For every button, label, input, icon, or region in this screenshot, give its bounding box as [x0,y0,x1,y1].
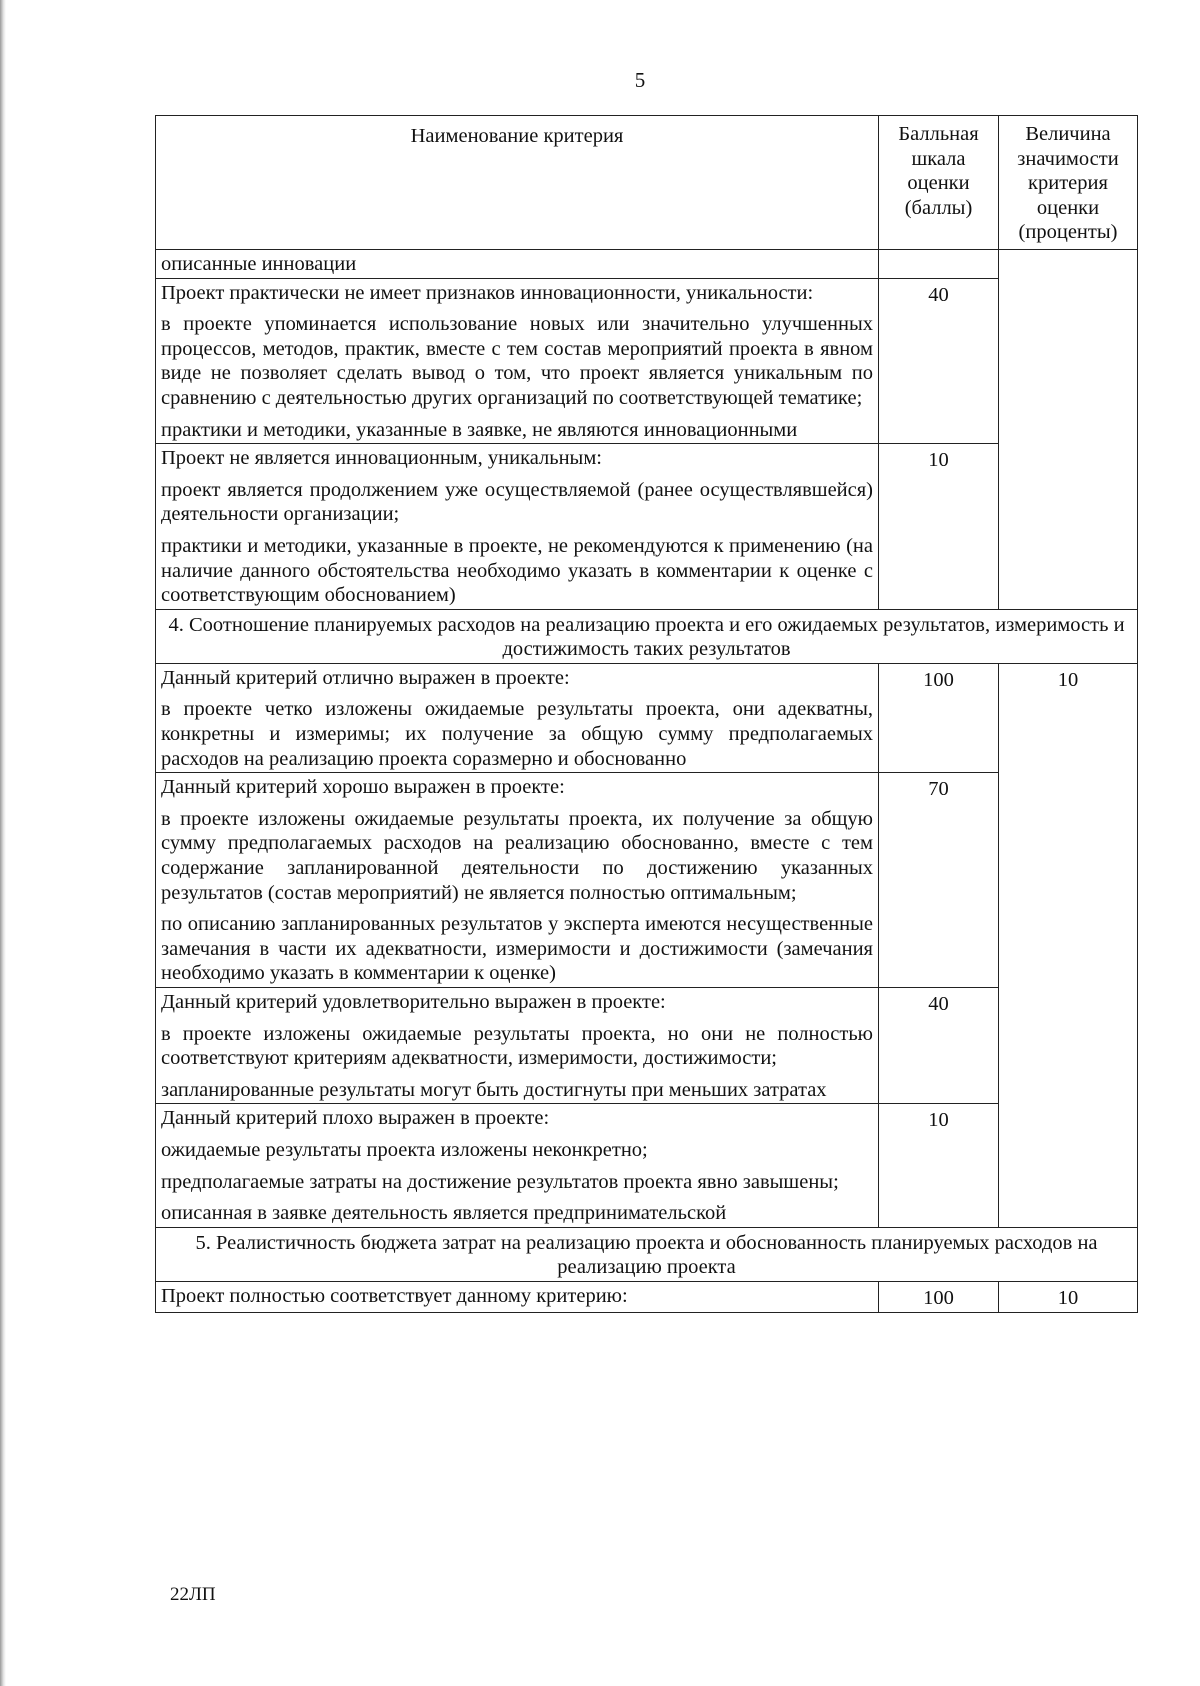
header-weight: Величина значимости критерия оценки (проценты) [999,116,1138,250]
header-criterion-name: Наименование критерия [156,116,879,250]
criterion-description: Данный критерий отлично выражен в проекте: в проекте четко изложены ожидаемые результаты проекта, они адекватны, конкретны и измеримы; их получение за общую сумму предполагаемых расходов на реализацию проекта соразмерно и обоснованно [156,663,879,772]
section-header-row [156,609,1138,663]
criterion-description: Данный критерий удовлетворительно выражен в проекте: в проекте изложены ожидаемые результаты проекта, но они не полностью соответствуют критериям адекватности, измеримости, достижимости; запланированные результаты могут быть достигнуты при меньших затратах [156,988,879,1104]
criterion-weight: 10 [999,1281,1138,1312]
page-number: 5 [634,68,646,92]
criterion-weight [999,249,1138,609]
table-row [156,444,1138,610]
criterion-description: Данный критерий плохо выражен в проекте: ожидаемые результаты проекта изложены неконкретно; предполагаемые затраты на достижение результатов проекта явно завышены; описанная в заявке деятельность является предпринимательской [156,1104,879,1227]
criteria-table [155,115,1138,1313]
criterion-score: 70 [879,773,999,988]
table-row [156,1104,1138,1227]
header-score-scale: Балльная шкала оценки (баллы) [879,116,999,250]
criterion-description: Данный критерий хорошо выражен в проекте: в проекте изложены ожидаемые результаты проекта, их получение за общую сумму предполагаемых расходов на реализацию обоснованно, вместе с тем содержание запланированной деятельности по достижению указанных результатов (состав мероприятий) не является полностью оптимальным; по описанию запланированных результатов у эксперта имеются несущественные замечания в части их адекватности, измеримости и достижимости (замечания необходимо указать в комментарии к оценке) [156,773,879,988]
table-row [156,988,1138,1104]
table-row [156,1281,1138,1312]
scan-edge [0,0,6,1686]
table-row [156,278,1138,444]
criterion-description: описанные инновации [156,249,879,278]
criterion-description: Проект практически не имеет признаков инновационности, уникальности: в проекте упоминается использование новых или значительно улучшенных процессов, методов, практик, вместе с тем состав мероприятий проекта в явном виде не позволяет сделать вывод о том, что проект является уникальным по сравнению с деятельностью других организаций по соответствующей тематике; практики и методики, указанные в заявке, не являются инновационными [156,278,879,444]
criterion-weight: 10 [999,663,1138,1227]
criterion-score: 100 [879,663,999,772]
criterion-score [879,249,999,278]
criterion-description: Проект полностью соответствует данному критерию: [156,1281,879,1312]
criterion-score: 40 [879,988,999,1104]
section-5-title: 5. Реалистичность бюджета затрат на реализацию проекта и обоснованность планируемых расходов на реализацию проекта [156,1227,1138,1281]
table-row [156,249,1138,278]
criterion-score: 40 [879,278,999,444]
table-row [156,663,1138,772]
table-row [156,773,1138,988]
section-4-title: 4. Соотношение планируемых расходов на реализацию проекта и его ожидаемых результатов, измеримость и достижимость таких результатов [156,609,1138,663]
criterion-description: Проект не является инновационным, уникальным: проект является продолжением уже осуществляемой (ранее осуществлявшейся) деятельности организации; практики и методики, указанные в проекте, не рекомендуются к применению (на наличие данного обстоятельства необходимо указать в комментарии к оценке с соответствующим обоснованием) [156,444,879,610]
criterion-score: 10 [879,1104,999,1227]
table-header-row [156,116,1138,250]
document-code: 22ЛП [170,1584,216,1605]
section-header-row [156,1227,1138,1281]
criterion-score: 100 [879,1281,999,1312]
criterion-score: 10 [879,444,999,610]
